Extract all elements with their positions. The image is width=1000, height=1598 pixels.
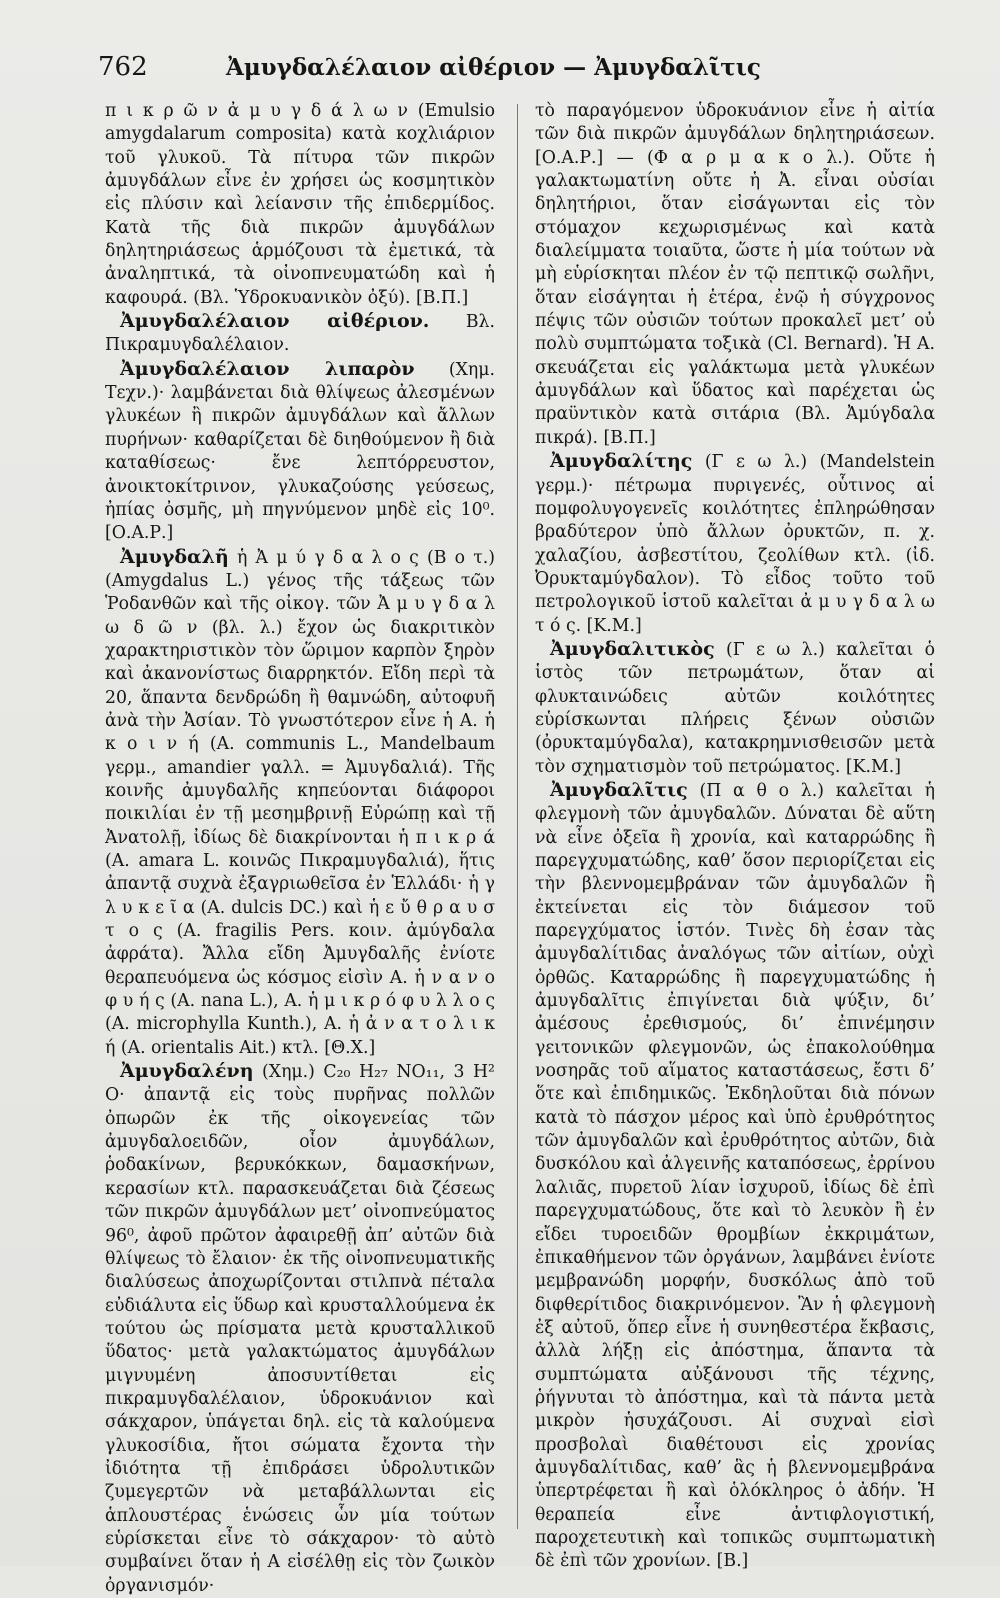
entry-text: (Γ ε ω λ.) (Mandelstein γερμ.)· πέτρωμα πυριγενές, οὗτινος αἱ πομφολυγογενεῖς κοιλότητες ἐπληρώθησαν βραδύτερον ὑπὸ ἄλλων ὀρυκτῶν, π. χ. χαλαζίου, ἀσβεστίτου, ζεολίθων κτλ. (ἰδ. Ὀρυκταμύγδαλον). Τὸ εἶδος τοῦτο τοῦ πετρολογικοῦ ἱστοῦ καλεῖται ἀ μ υ γ δ α λ ω τ ό ς. [Κ.Μ.]	[535, 452, 935, 636]
dictionary-entry	[535, 779, 935, 1574]
page-header	[98, 44, 902, 98]
entry-headword: Ἀμυγδαλῖτις	[550, 778, 688, 801]
entry-text: τὸ παραγόμενον ὑδροκυάνιον εἶνε ἡ αἰτία τῶν διὰ πικρῶν ἀμυγδάλων δηλητηριάσεων. [Ο.Α.Ρ.] — (Φ α ρ μ α κ ο λ.). Οὔτε ἡ γαλακτωματίνη οὔτε ἡ Ἀ. εἶναι οὐσίαι δηλητήριοι, ὅταν εἰσάγωνται εἰς τὸν στόμαχον κεχωρισμένως καὶ κατὰ διαλείμματα τοιαῦτα, ὥστε ἡ μία τούτων νὰ μὴ εὑρίσκηται πλέον ἐν τῷ πεπτικῷ σωλῆνι, ὅταν εἰσάγηται ἡ ἑτέρα, ἐνῷ ἡ σύγχρονος πέψις τῶν οὐσιῶν τούτων προκαλεῖ μετ’ οὐ πολὺ συμπτώματα τοξικὰ (Cl. Bernard). Ἡ Α. σκευάζεται εἰς γαλάκτωμα μετὰ γλυκέων ἀμυγδάλων καὶ ὕδατος καὶ παρέχεται ὡς πραϋντικὸν κατὰ σιτάρια (Βλ. Ἀμύγδαλα πικρά). [Β.Π.]	[535, 101, 935, 448]
entry-text: (Π α θ ο λ.) καλεῖται ἡ φλεγμονὴ τῶν ἀμυγδαλῶν. Δύναται δὲ αὕτη νὰ εἶνε ὀξεῖα ἢ χρονία, καὶ καταρρώδης ἢ παρεγχυματώδης, καθ’ ὅσον περιορίζεται εἰς τὴν βλεννομεμβράναν τῶν ἀμυγδαλῶν ἢ ἐκτείνεται εἰς τὸν διάμεσον τοῦ παρεγχύματος ἱστόν. Τινὲς δὴ ἐσαν τὰς ἀμυγδαλίτιδας ἀναλόγως τῶν αἰτίων, οὐχὶ ὀρθῶς. Καταρρώδης ἢ παρεγχυματώδης ἡ ἀμυγδαλῖτις ἐπιγίνεται διὰ ψύξιν, δι’ ἀμέσους ἐρεθισμούς, δι’ ἐπινέμησιν γειτονικῶν φλεγμονῶν, ὡς ἐπακολούθημα νοσηρᾶς τοῦ αἵματος καταστάσεως, ἔστι δ’ ὅτε καὶ ἐπιδημικῶς. Ἐκδηλοῦται διὰ πόνων κατὰ τὸ πάσχον μέρος καὶ ὑπὸ ἐρυθρότητος τῶν ἀμυγδαλῶν καὶ ἐρυθρότητος αὐτῶν, διὰ δυσκόλου καὶ ἀλγεινῆς καταπόσεως, ἐρρίνου λαλιᾶς, πυρετοῦ λίαν ἰσχυροῦ, ἰδίως δὲ ἐπὶ παρεγχυματώδους, ὅτε καὶ τὸ λευκὸν ἢ ἐν εἴδει τυροειδῶν θρομβίων ἐκκριμάτων, ἐπικαθήμενον τῶν ὀργάνων, λαμβάνει ἐνίοτε μεμβρανώδη μορφήν, δυσκόλως ἀπὸ τοῦ διφθερίτιδος διακρινόμενον. Ἂν ἡ φλεγμονὴ ἐξ αὐτοῦ, ὅπερ εἶνε ἡ συνηθεστέρα ἔκβασις, ἀλλὰ λήξῃ εἰς ἀπόστημα, ἅπαντα τὰ συμπτώματα αὐξάνουσι τῆς τέχνης, ῥήγνυται τὸ ἀπόστημα, καὶ τὰ πάντα μετὰ μικρὸν ἡσυχάζουσι. Αἱ συχναὶ εἰσὶ προσβολαὶ διαθέτουσι εἰς χρονίας ἀμυγδαλίτιδας, καθ’ ἃς ἡ βλεννομεμβράνα ὑπερτρέφεται ἢ καὶ ὁλόκληρος ὁ ἀδήν. Ἡ θεραπεία εἶνε ἀντιφλογιστική, παροχετευτικὴ καὶ τοπικῶς συμπτωματικὴ δὲ ἐπὶ τῶν χρονίων. [Β.]	[535, 780, 935, 1572]
page-number: 762	[98, 52, 148, 82]
entry-headword: Ἀμυγδαλίτης	[550, 450, 693, 473]
dictionary-entry	[535, 100, 935, 450]
entry-text: ἡ Ἀ μ ύ γ δ α λ ο ς (Β ο τ.) (Amygdalus L.) γένος τῆς τάξεως τῶν Ῥοδανθῶν καὶ τῆς οἰκογ. τῶν Ἀ μ υ γ δ α λ ω δ ῶ ν (βλ. λ.) ἔχον ὡς διακριτικὸν χαρακτηριστικὸν τὸν ὥριμον καρπὸν ξηρὸν καὶ ἀκανονίστως διαρρηκτόν. Εἴδη περὶ τὰ 20, ἅπαντα δενδρώδη ἢ θαμνώδη, αὐτοφυῆ ἀνὰ τὴν Ἀσίαν. Τὸ γνωστότερον εἶνε ἡ Α. ἡ κ ο ι ν ή (A. communis L., Mandelbaum γερμ., amandier γαλλ. = Ἀμυγδαλιά). Τῆς κοινῆς ἀμυγδαλῆς κηπεύονται διάφοροι ποικιλίαι ἐν τῇ μεσημβρινῇ Εὐρώπῃ καὶ τῇ Ἀνατολῇ, ἰδίως δὲ διακρίνονται ἡ π ι κ ρ ά (A. amara L. κοινῶς Πικραμυγδαλιά), ἥτις ἀπαντᾷ συχνὰ ἐξαγριωθεῖσα ἐν Ἑλλάδι· ἡ γ λ υ κ ε ῖ α (A. dulcis DC.) καὶ ἡ ε ὔ θ ρ α υ σ τ ο ς (A. fragilis Pers. κοιν. ἀμύγδαλα ἀφράτα). Ἄλλα εἴδη Ἀμυγδαλῆς ἐνίοτε θεραπευόμενα ὡς κόσμος εἰσὶν Α. ἡ ν α ν ο φ υ ή ς (A. nana L.), Α. ἡ μ ι κ ρ ό φ υ λ λ ο ς (A. microphylla Kunth.), Α. ἡ ἀ ν α τ ο λ ι κ ή (A. orientalis Ait.) κτλ. [Θ.Χ.]	[105, 547, 495, 1058]
entry-headword: Ἀμυγδαλιτικὸς	[550, 637, 715, 660]
entry-headword: Ἀμυγδαλέλαιον λιπαρὸν	[120, 357, 415, 380]
left-column	[105, 100, 495, 1598]
running-title: Ἀμυγδαλέλαιον αἰθέριον — Ἀμυγδαλῖτις	[226, 54, 761, 81]
entry-text: (Γ ε ω λ.) καλεῖται ὁ ἱστὸς τῶν πετρωμάτων, ὅταν αἱ φλυκταινώδεις αὐτῶν κοιλότητες εὑρίσκωνται πλήρεις ξένων οὐσιῶν (ὀρυκταμύγδαλα), κατακρημνισθεισῶν μετὰ τὸν σχηματισμὸν τοῦ πετρώματος. [Κ.Μ.]	[535, 639, 935, 777]
column-divider	[517, 104, 518, 1529]
entry-headword: Ἀμυγδαλένη	[120, 1060, 254, 1083]
entry-text: (Χημ. Τεχν.)· λαμβάνεται διὰ θλίψεως ἀλεσμένων γλυκέων ἢ πικρῶν ἀμυγδάλων καὶ ἄλλων πυρήνων· καθαρίζεται δὲ διηθούμενον ἢ διὰ καταθίσεως· ἔνε λεπτόρρευστον, ἀνοικτοκίτρινον, γλυκαζούσης γεύσεως, ἠπίας ὀσμῆς, μὴ πηγνύμενον μηδὲ εἰς 10⁰. [Ο.Α.Ρ.]	[105, 359, 495, 544]
dictionary-entry	[105, 1060, 495, 1598]
entry-text: (Χημ.) C₂₀ H₂₇ NO₁₁, 3 H² O· ἀπαντᾷ εἰς τοὺς πυρῆνας πολλῶν ὀπωρῶν ἐκ τῆς οἰκογενείας τῶν ἀμυγδαλοειδῶν, οἷον ἀμυγδάλων, ῥοδακίνων, βερυκόκκων, δαμασκήνων, κερασίων κτλ. παρασκευάζεται διὰ ζέσεως τῶν πικρῶν ἀμυγδάλων μετ’ οἰνοπνεύματος 96⁰, ἀφοῦ πρῶτον ἀφαιρεθῇ ἀπ’ αὐτῶν διὰ θλίψεως τὸ ἔλαιον· ἐκ τῆς οἰνοπνευματικῆς διαλύσεως ἀποχωρίζονται στιλπνὰ πέταλα εὐδιάλυτα εἰς ὕδωρ καὶ κρυσταλλούμενα ἐκ τούτου ὡς πρίσματα μετὰ κρυσταλλικοῦ ὕδατος· μετὰ γαλακτώματος ἀμυγδάλων μιγνυμένη ἀποσυντίθεται εἰς πικραμυγδαλέλαιον, ὑδροκυάνιον καὶ σάκχαρον, ὑπάγεται δηλ. εἰς τὰ καλούμενα γλυκοσίδια, ἤτοι σώματα ἔχοντα τὴν ἰδιότητα τῇ ἐπιδράσει ὑδρολυτικῶν ζυμεγερτῶν νὰ μεταβάλλωνται εἰς ἁπλουστέρας ἑνώσεις ὧν μία τούτων εὑρίσκεται εἶνε τὸ σάκχαρον· τὸ αὐτὸ συμβαίνει ὅταν ἡ Α εἰσέλθῃ εἰς τὸν ζωικὸν ὀργανισμόν·	[105, 1062, 495, 1596]
right-column	[535, 100, 935, 1574]
dictionary-entry	[535, 450, 935, 638]
dictionary-entry	[105, 546, 495, 1061]
dictionary-entry	[105, 100, 495, 310]
dictionary-entry	[105, 358, 495, 546]
entry-text: Βλ. Πικραμυγδαλέλαιον.	[105, 312, 495, 356]
entry-text: π ι κ ρ ῶ ν ἀ μ υ γ δ ά λ ω ν (Emulsio amygdalarum composita) κατὰ κοχλιάριον τοῦ γλυκοῦ. Τὰ πίτυρα τῶν πικρῶν ἀμυγδάλων εἶνε ἐν χρήσει ὡς κοσμητικὸν εἰς πλύσιν καὶ λείανσιν τῆς ἐπιδερμίδος. Κατὰ τῆς διὰ πικρῶν ἀμυγδάλων δηλητηριάσεως ἁρμόζουσι τὰ ἐμετικά, τὰ ἀναληπτικά, τὰ οἰνοπνευματώδη καὶ ἡ καφουρά. (Βλ. Ὑδροκυανικὸν ὀξύ). [Β.Π.]	[105, 101, 495, 308]
entry-headword: Ἀμυγδαλῆ	[120, 545, 229, 568]
dictionary-entry	[535, 638, 935, 779]
entry-headword: Ἀμυγδαλέλαιον αἰθέριον.	[120, 310, 430, 333]
dictionary-entry	[105, 310, 495, 358]
